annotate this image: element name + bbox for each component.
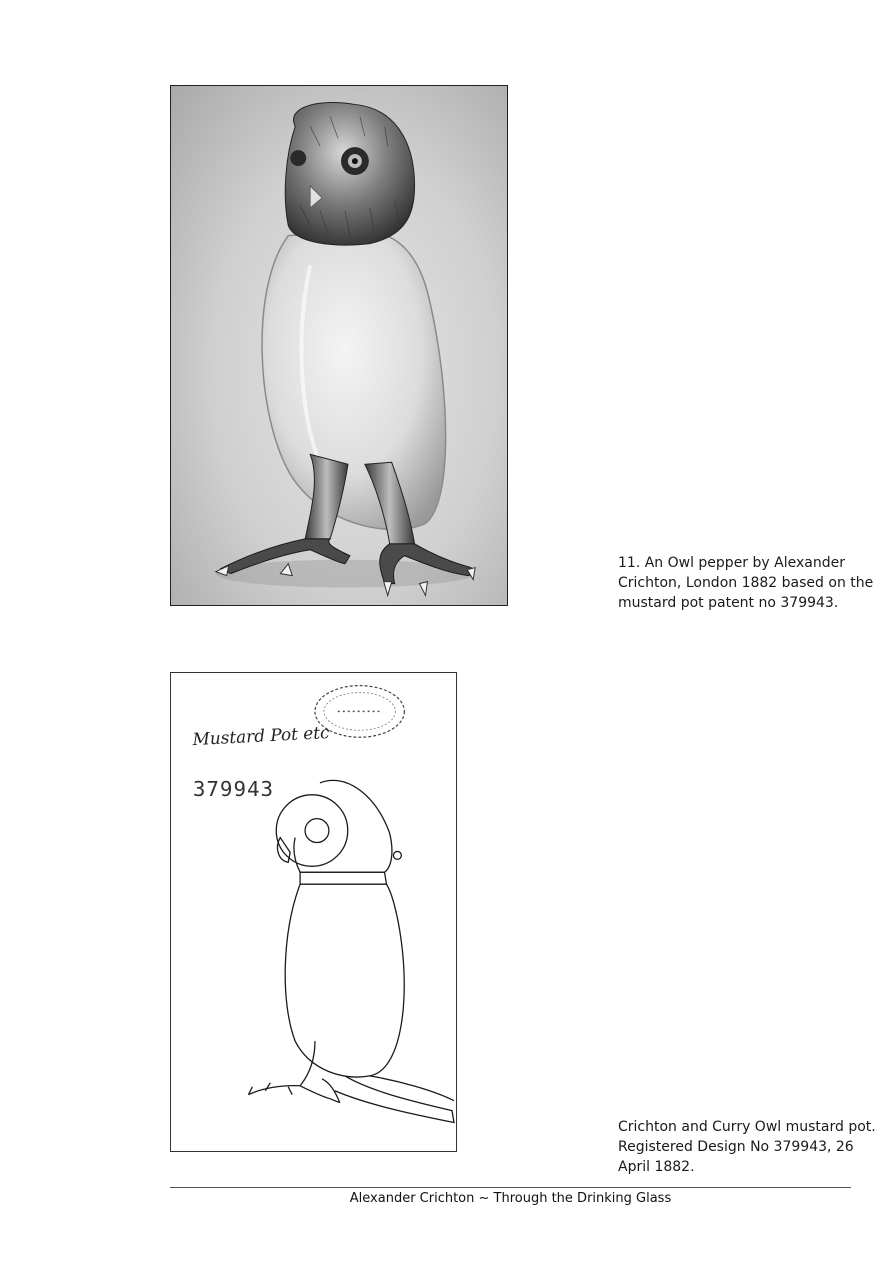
handwritten-label: Mustard Pot etc (192, 722, 330, 750)
running-footer: Alexander Crichton ~ Through the Drinking Glass (349, 1191, 672, 1206)
registered-design-caption: Crichton and Curry Owl mustard pot. Registered Design No 379943, 26 April 1882. (618, 1119, 876, 1175)
owl-outline-drawing (248, 780, 454, 1122)
footer-divider (170, 1187, 851, 1188)
registration-number: 379943 (192, 776, 275, 801)
owl-pepper-photo (170, 85, 508, 606)
figure-11-caption: 11. An Owl pepper by Alexander Crichton, London 1882 based on the mustard pot patent no 379943. (618, 555, 874, 611)
registered-design-drawing (170, 672, 457, 1152)
